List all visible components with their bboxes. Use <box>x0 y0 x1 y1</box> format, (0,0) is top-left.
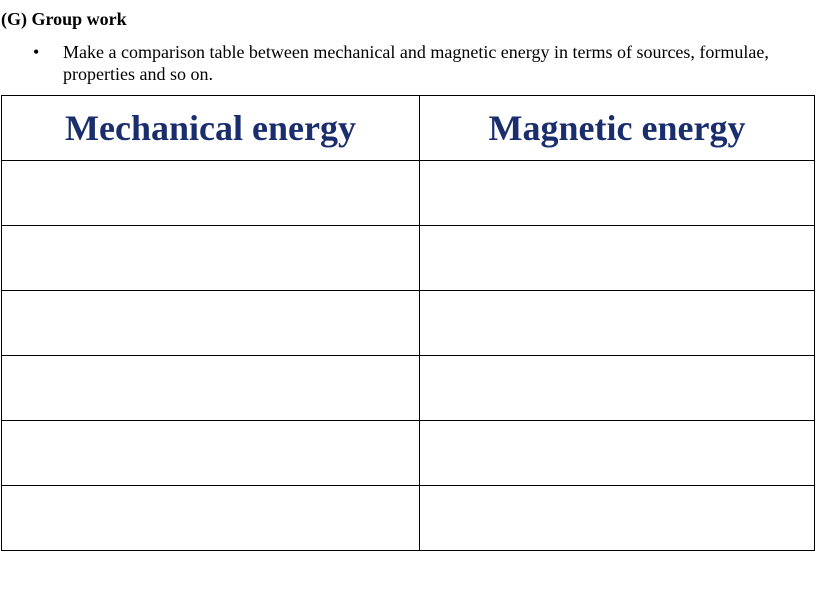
table-cell-mechanical[interactable] <box>2 486 420 551</box>
section-heading: (G) Group work <box>1 9 127 29</box>
bullet-icon: • <box>33 42 40 62</box>
table-cell-magnetic[interactable] <box>420 291 815 356</box>
table-cell-mechanical[interactable] <box>2 356 420 421</box>
table-cell-magnetic[interactable] <box>420 486 815 551</box>
table-cell-mechanical[interactable] <box>2 421 420 486</box>
table-cell-mechanical[interactable] <box>2 226 420 291</box>
table-header-row <box>2 96 815 161</box>
instruction-text: Make a comparison table between mechanical and magnetic energy in terms of sources, formulae, properties and so on. <box>63 42 769 84</box>
table-row <box>2 421 815 486</box>
table-cell-mechanical[interactable] <box>2 291 420 356</box>
table-row <box>2 161 815 226</box>
table-cell-magnetic[interactable] <box>420 421 815 486</box>
header-mechanical-energy: Mechanical energy <box>2 96 420 161</box>
comparison-table <box>1 95 815 551</box>
table-row <box>2 291 815 356</box>
table-cell-magnetic[interactable] <box>420 161 815 226</box>
header-magnetic-energy: Magnetic energy <box>420 96 815 161</box>
table-cell-magnetic[interactable] <box>420 356 815 421</box>
table-row <box>2 356 815 421</box>
table-row <box>2 486 815 551</box>
table-cell-mechanical[interactable] <box>2 161 420 226</box>
table-row <box>2 226 815 291</box>
table-cell-magnetic[interactable] <box>420 226 815 291</box>
